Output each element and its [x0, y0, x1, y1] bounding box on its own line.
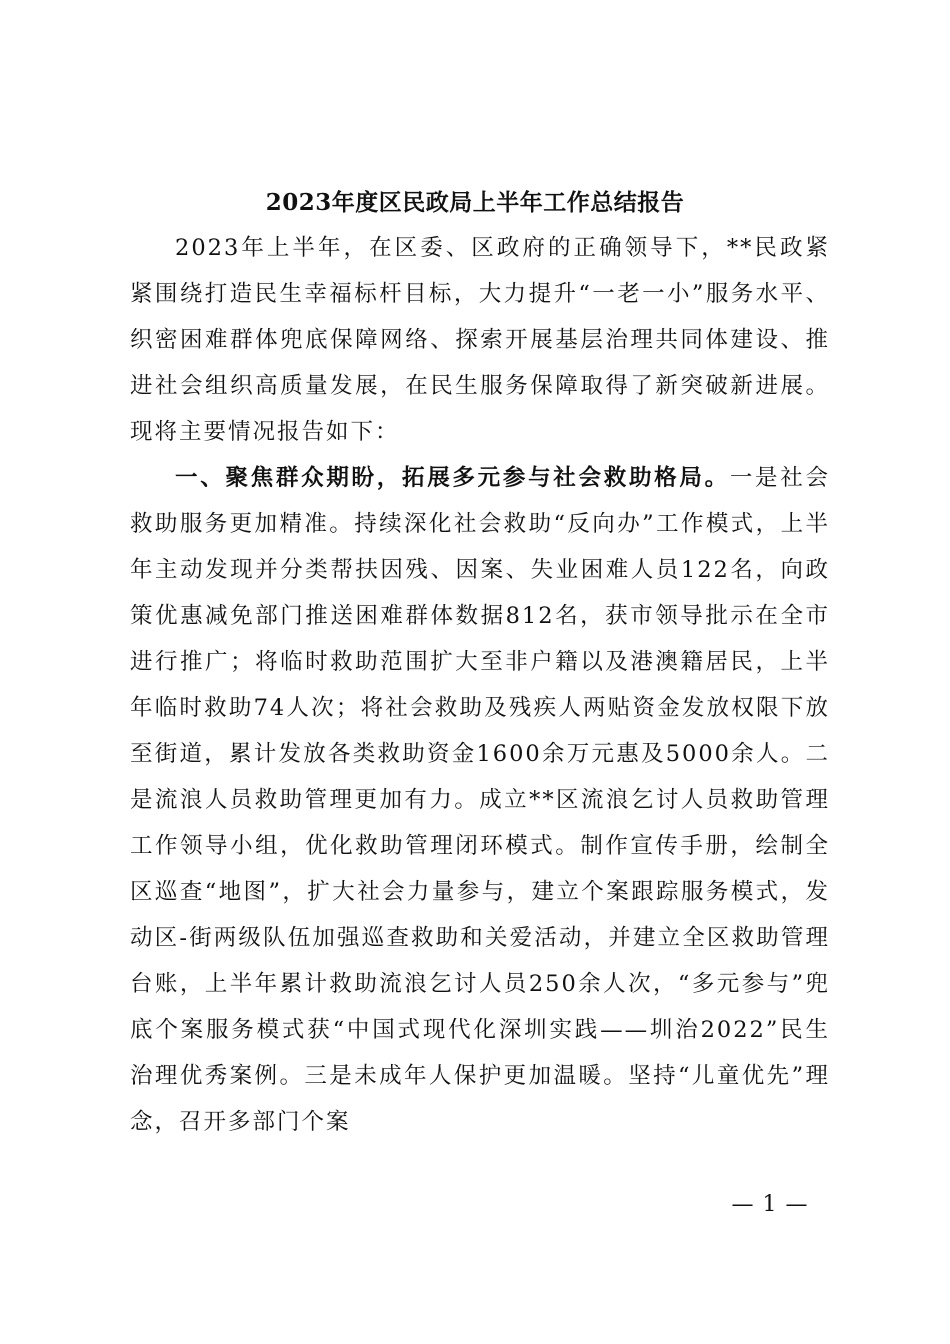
section-one-heading: 一、聚焦群众期盼，拓展多元参与社会救助格局。 [175, 465, 730, 491]
intro-paragraph-text: 2023年上半年，在区委、区政府的正确领导下，**民政紧紧围绕打造民生幸福标杆目标，大力提升“一老一小”服务水平、织密困难群体兜底保障网络、探索开展基层治理共同体建设、推进社会组织高质量发展，在民生服务保障取得了新突破新进展。现将主要情况报告如下： [130, 235, 830, 445]
section-one-text: 一是社会救助服务更加精准。持续深化社会救助“反向办”工作模式，上半年主动发现并分类帮扶因残、因案、失业困难人员122名，向政策优惠减免部门推送困难群体数据812名，获市领导批示在全市进行推广；将临时救助范围扩大至非户籍以及港澳籍居民，上半年临时救助74人次；将社会救助及残疾人两贴资金发放权限下放至街道，累计发放各类救助资金1600余万元惠及5000余人。二是流浪人员救助管理更加有力。成立**区流浪乞讨人员救助管理工作领导小组，优化救助管理闭环模式。制作宣传手册，绘制全区巡查“地图”，扩大社会力量参与，建立个案跟踪服务模式，发动区-街两级队伍加强巡查救助和关爱活动，并建立全区救助管理台账，上半年累计救助流浪乞讨人员250余人次，“多元参与”兜底个案服务模式获“中国式现代化深圳实践——圳治2022”民生治理优秀案例。三是未成年人保护更加温暖。坚持“儿童优先”理念，召开多部门个案 [130, 465, 830, 1135]
section-one-paragraph [130, 455, 830, 1145]
document-title: 2023年度区民政局上半年工作总结报告 [265, 189, 685, 216]
intro-paragraph [130, 225, 830, 455]
document-body [130, 225, 830, 1145]
page-number: — 1 — [731, 1192, 809, 1217]
